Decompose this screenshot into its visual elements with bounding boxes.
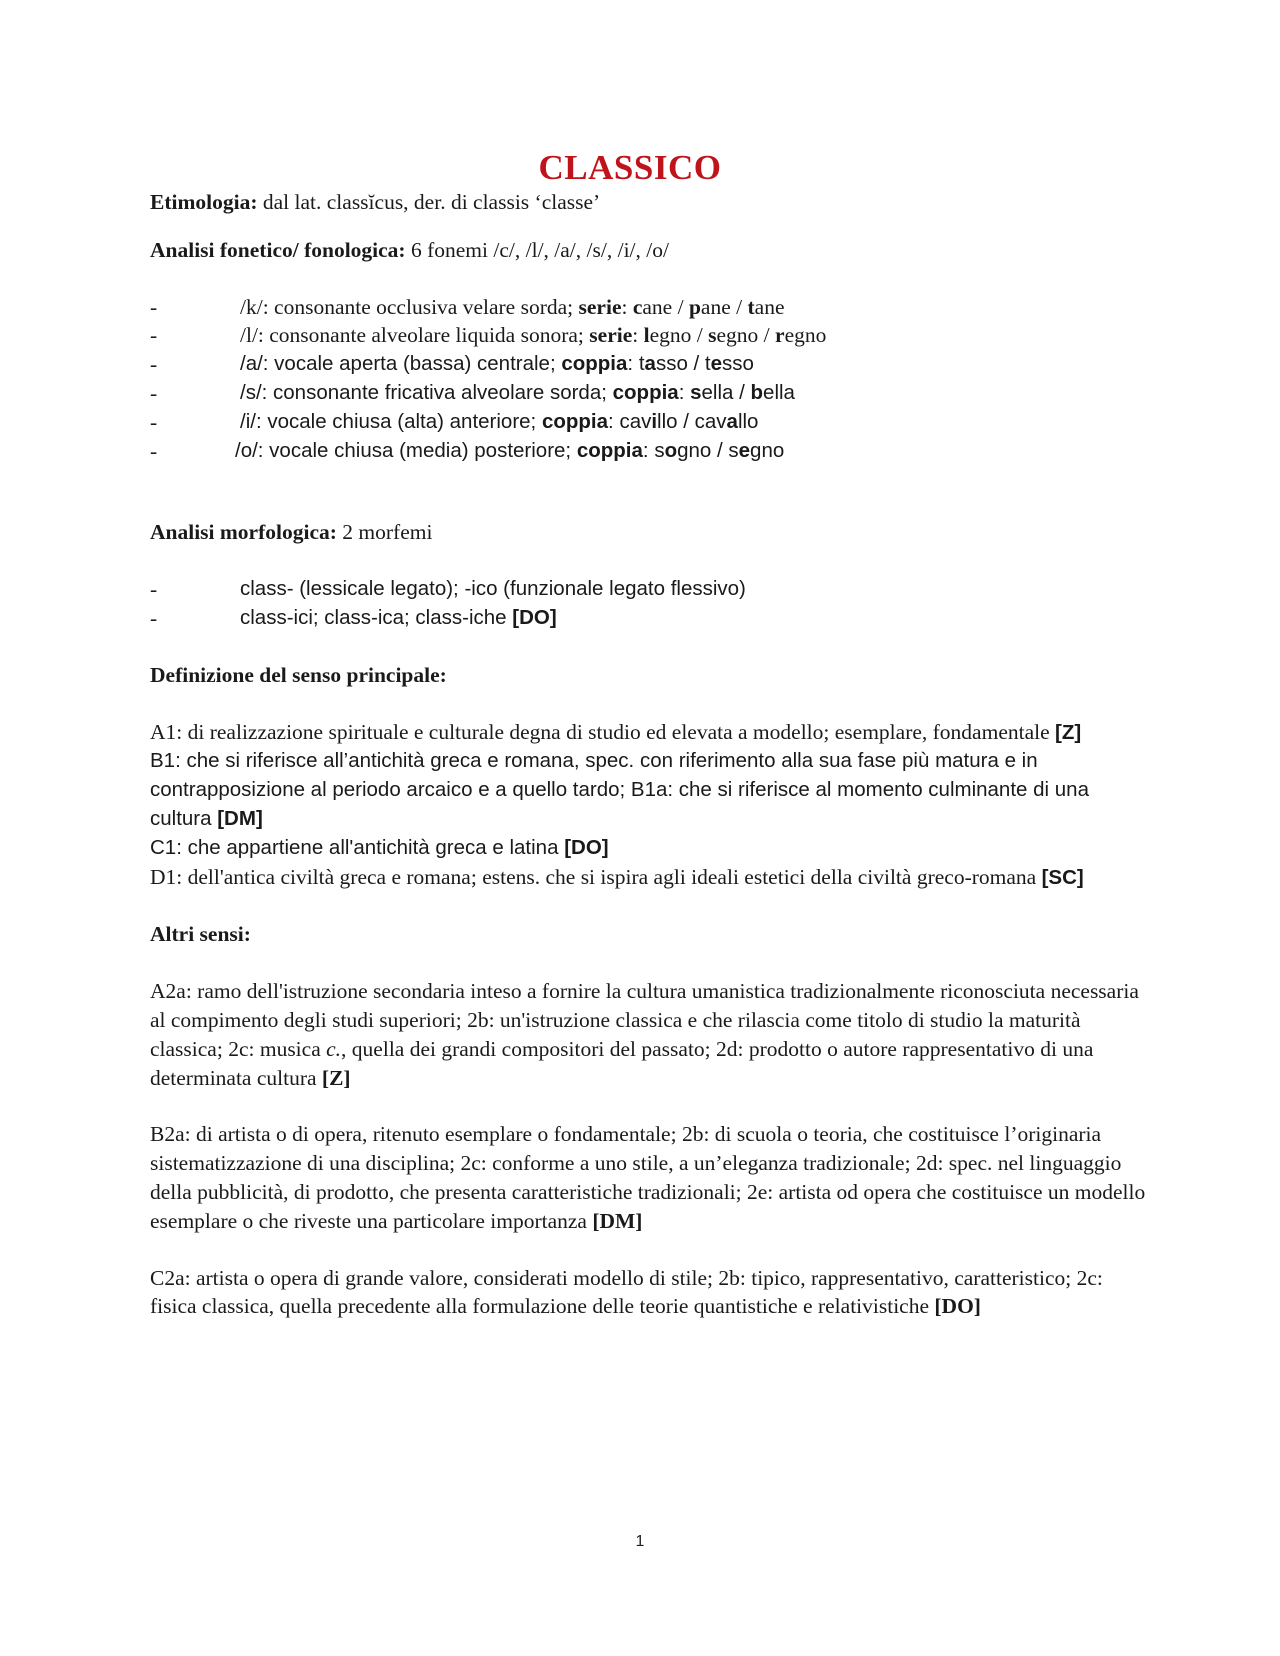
definizione-b1: B1: che si riferisce all’antichità greca e romana, spec. con riferimento alla sua fase più matura e in contrapposizione al periodo arcaico e a quello tardo; B1a: che si riferisce al momento culminante di una cultura [DM]	[150, 749, 1089, 830]
fonemi-list	[150, 293, 1150, 466]
definizione-a1: A1: di realizzazione spirituale e culturale degna di studio ed elevata a modello; esemplare, fondamentale [Z]	[150, 719, 1082, 744]
fonema-item-l: - /l/: consonante alveolare liquida sonora; serie: legno / segno / regno	[150, 323, 827, 348]
page-number: 1	[635, 1533, 645, 1550]
fonema-item-a: - /a/: vocale aperta (bassa) centrale; coppia: tasso / tesso	[150, 352, 754, 377]
page-title: CLASSICO	[538, 148, 722, 187]
etimologia-label: Etimologia:	[150, 190, 258, 214]
source-tag: [Z]	[1055, 720, 1082, 744]
source-tag: [DO]	[934, 1294, 981, 1319]
source-tag: [DM]	[217, 806, 263, 830]
fonema-item-o: - /o/: vocale chiusa (media) posteriore; coppia: sogno / segno	[150, 438, 785, 463]
source-tag: [Z]	[321, 1065, 351, 1090]
morfologia-label: Analisi morfologica:	[150, 520, 337, 545]
document-body	[150, 148, 1150, 1321]
fonema-item-i: - /i/: vocale chiusa (alta) anteriore; coppia: cavillo / cavallo	[150, 409, 759, 434]
altri-heading: Altri sensi:	[150, 922, 251, 947]
altri-c2: C2a: artista o opera di grande valore, considerati modello di stile; 2b: tipico, rappresentativo, caratteristico; 2c: fisica classica, quella precedente alla formulazione delle teorie quantistiche e relativistiche [DO]	[150, 1265, 1103, 1319]
morfema-item: - class- (lessicale legato); -ico (funzionale legato flessivo)	[150, 577, 746, 602]
fonema-item-k: - /k/: consonante occlusiva velare sorda; serie: cane / pane / tane	[150, 294, 785, 319]
altri-b2: B2a: di artista o di opera, ritenuto esemplare o fondamentale; 2b: di scuola o teoria, che costituisce l’originaria sistematizzazione di una disciplina; 2c: conforme a uno stile, a un’eleganza tradizionale; 2d: spec. nel linguaggio della pubblicità, di prodotto, che presenta caratteristiche tradizionali; 2e: artista od opera che costituisce un modello esemplare o che riveste una particolare importanza [DM]	[150, 1122, 1146, 1233]
definizione-c1: C1: che appartiene all'antichità greca e latina [DO]	[150, 835, 609, 859]
etimologia-text: dal lat. classĭcus, der. di classis ‘classe’	[257, 190, 601, 214]
definizione-heading: Definizione del senso principale:	[150, 662, 447, 687]
fonema-item-s: - /s/: consonante fricativa alveolare sorda; coppia: sella / bella	[150, 380, 795, 405]
altri-a2: A2a: ramo dell'istruzione secondaria inteso a fornire la cultura umanistica tradizionalmente riconosciuta necessaria al compimento degli studi superiori; 2b: un'istruzione classica e che rilascia come titolo di studio la maturità classica; 2c: musica c., quella dei grandi compositori del passato; 2d: prodotto o autore rappresentativo di una determinata cultura [Z]	[150, 979, 1139, 1090]
source-tag: [SC]	[1041, 865, 1084, 889]
source-tag: [DM]	[592, 1208, 643, 1233]
source-tag: [DO]	[512, 605, 557, 629]
source-tag: [DO]	[564, 835, 609, 859]
definizione-d1: D1: dell'antica civiltà greca e romana; estens. che si ispira agli ideali estetici della civiltà greco-romana [SC]	[150, 864, 1084, 889]
fonetica-text: 6 fonemi /c/, /l/, /a/, /s/, /i/, /o/	[405, 237, 669, 262]
morfema-item: - class-ici; class-ica; class-iche [DO]	[150, 605, 557, 630]
etimologia-line	[150, 188, 1150, 217]
morfologia-line	[150, 518, 1150, 547]
morfemi-list	[150, 575, 1150, 633]
fonetica-label: Analisi fonetico/ fonologica:	[150, 237, 406, 262]
fonetica-line	[150, 236, 1150, 265]
morfologia-text: 2 morfemi	[336, 520, 433, 545]
